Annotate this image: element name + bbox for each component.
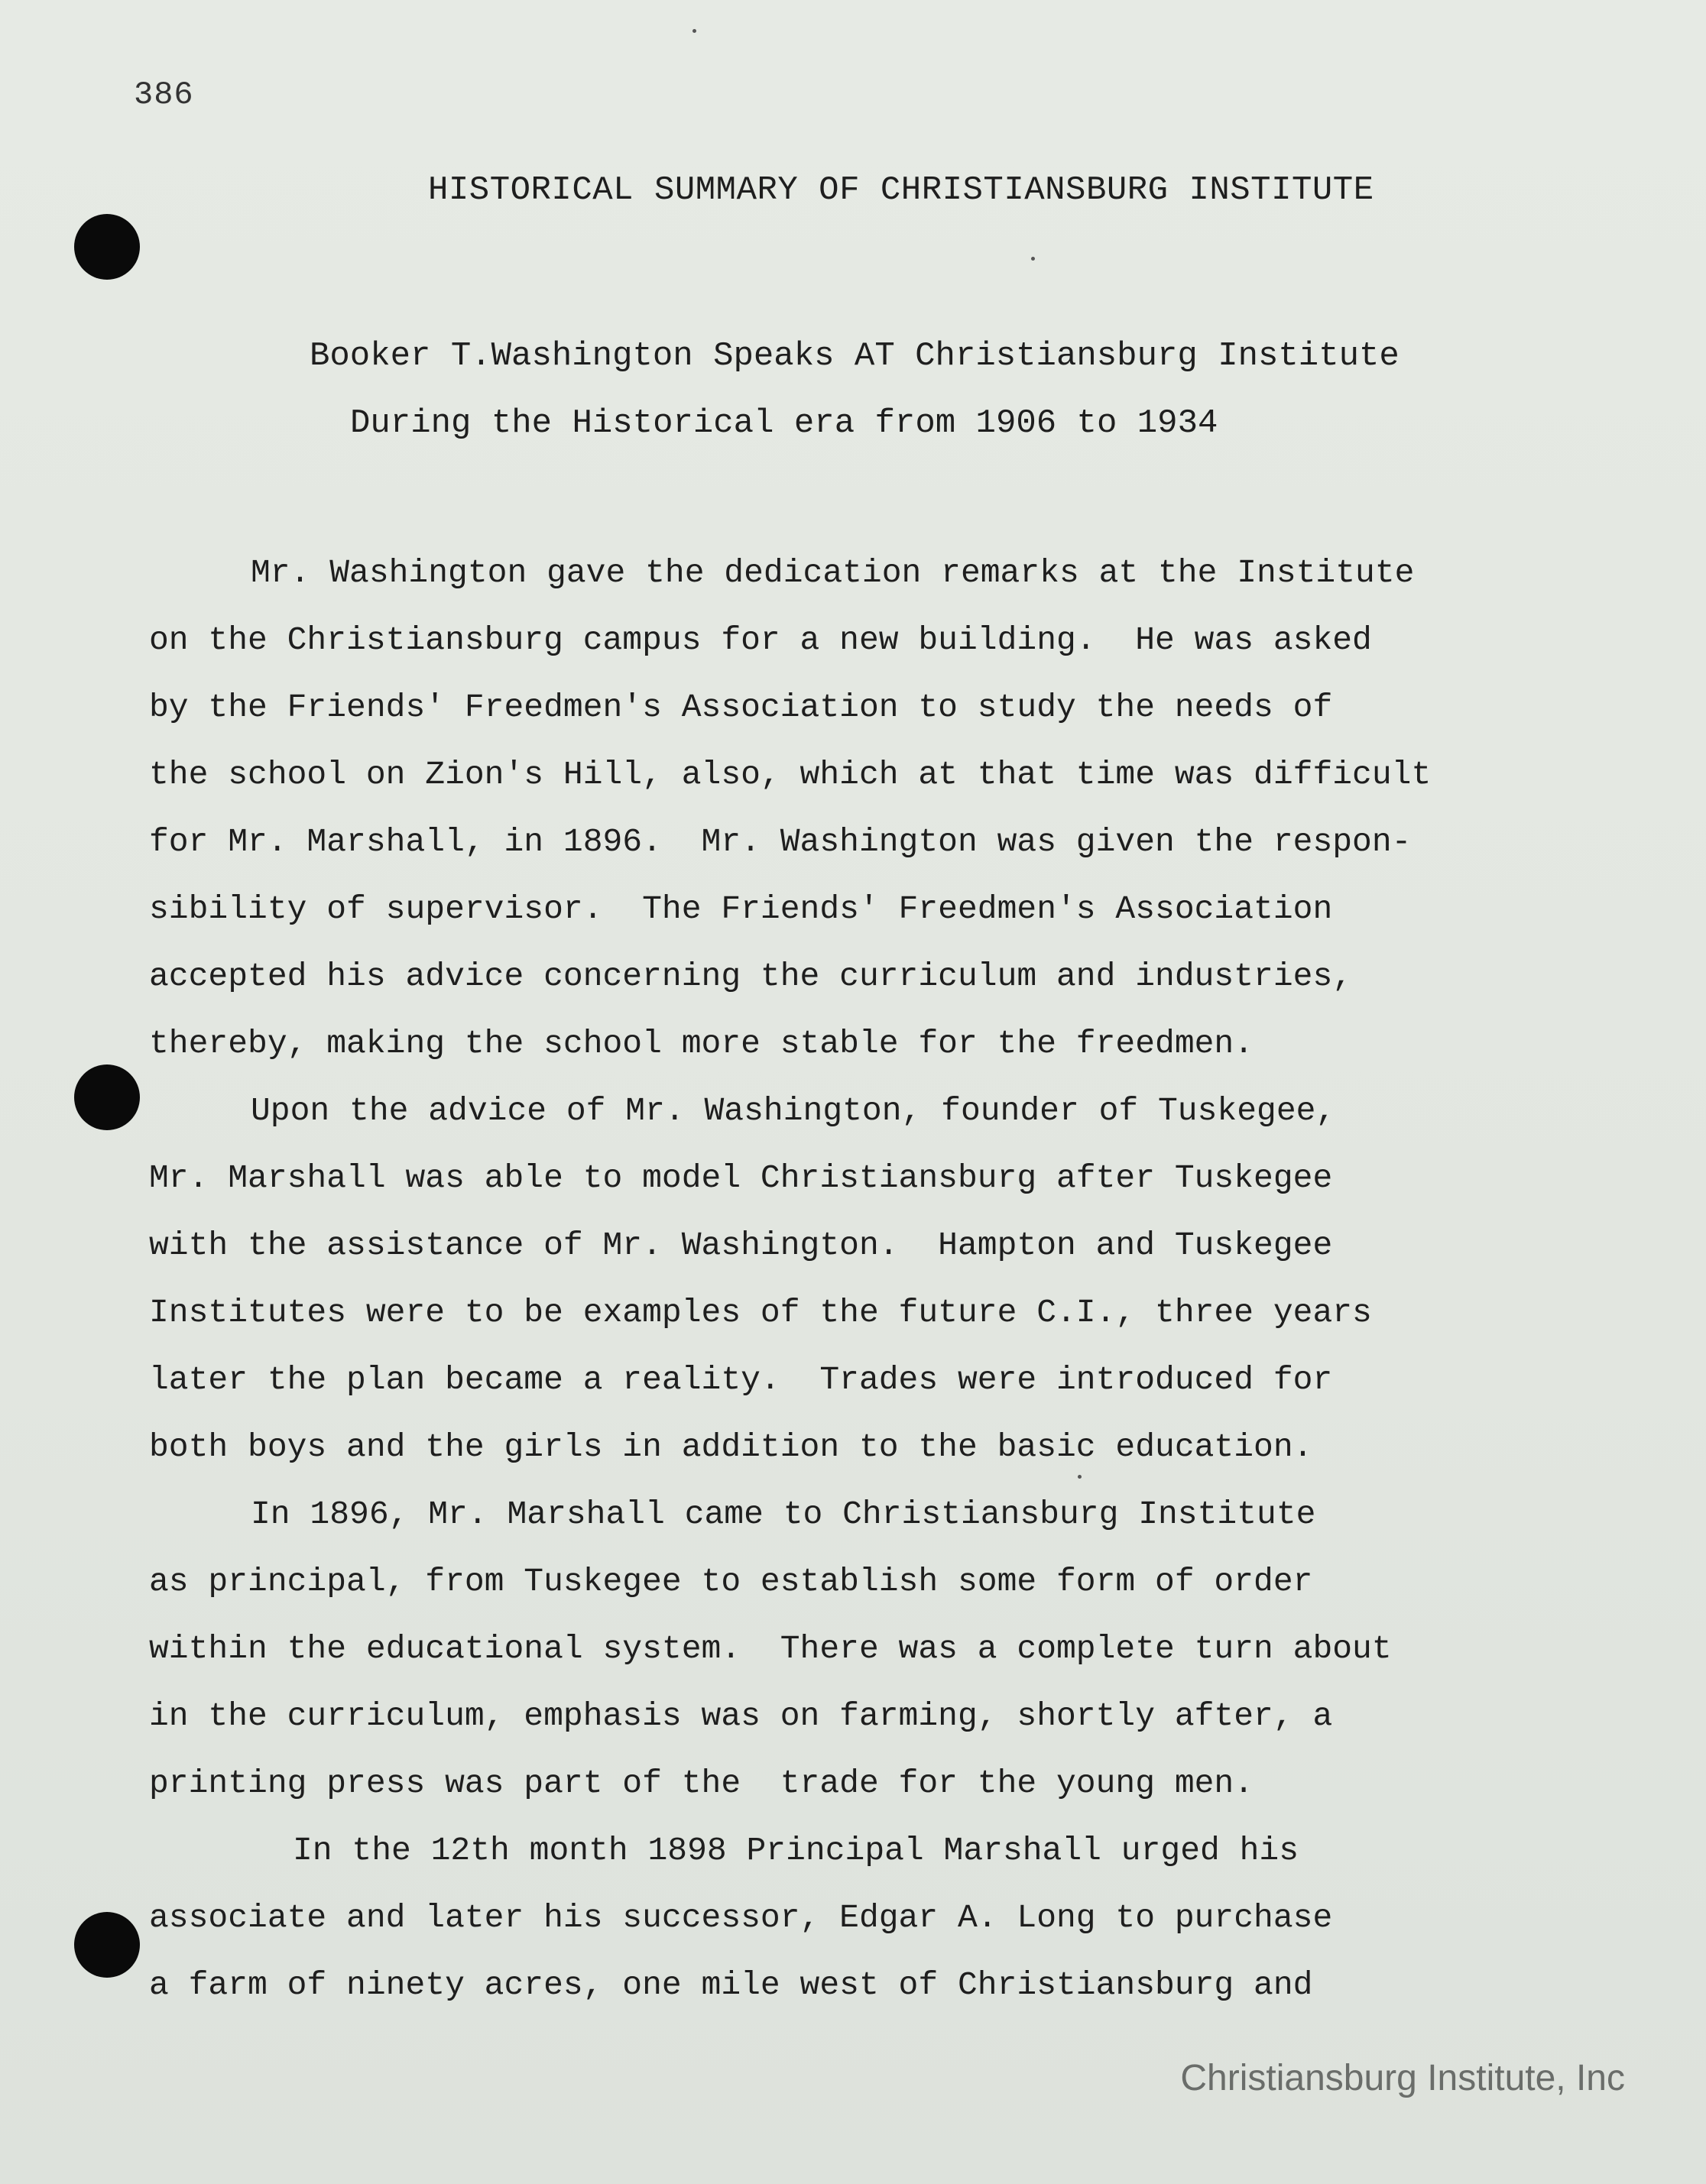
text-line: In the 12th month 1898 Principal Marshall urged his (293, 1832, 1299, 1869)
text-line: in the curriculum, emphasis was on farming, shortly after, a (149, 1697, 1333, 1735)
text-line: Upon the advice of Mr. Washington, founder of Tuskegee, (251, 1092, 1336, 1129)
text-line: printing press was part of the trade for the young men. (149, 1764, 1254, 1802)
paper-speck (692, 29, 696, 33)
subtitle-line-2: During the Historical era from 1906 to 1934 (350, 404, 1218, 442)
text-line: within the educational system. There was a complete turn about (149, 1630, 1392, 1667)
text-line: Institutes were to be examples of the future C.I., three years (149, 1294, 1372, 1331)
body-text (149, 540, 1540, 2019)
punch-hole (74, 1064, 140, 1130)
punch-hole (74, 214, 140, 280)
text-line: sibility of supervisor. The Friends' Freedmen's Association (149, 890, 1333, 928)
text-line: both boys and the girls in addition to the basic education. (149, 1428, 1313, 1466)
text-line: later the plan became a reality. Trades were introduced for (149, 1361, 1333, 1398)
text-line: for Mr. Marshall, in 1896. Mr. Washington was given the respon- (149, 823, 1412, 860)
text-line: Mr. Marshall was able to model Christiansburg after Tuskegee (149, 1159, 1333, 1197)
document-title: HISTORICAL SUMMARY OF CHRISTIANSBURG INSTITUTE (428, 171, 1374, 209)
text-line: thereby, making the school more stable for the freedmen. (149, 1025, 1254, 1062)
paper-speck (1031, 257, 1035, 261)
text-line: associate and later his successor, Edgar A. Long to purchase (149, 1899, 1333, 1936)
text-line: with the assistance of Mr. Washington. Hampton and Tuskegee (149, 1226, 1333, 1264)
text-line: accepted his advice concerning the curriculum and industries, (149, 958, 1353, 995)
text-line: a farm of ninety acres, one mile west of Christiansburg and (149, 1966, 1313, 2004)
text-line: In 1896, Mr. Marshall came to Christiansburg Institute (251, 1495, 1316, 1533)
text-line: the school on Zion's Hill, also, which at that time was difficult (149, 756, 1432, 793)
text-line: as principal, from Tuskegee to establish some form of order (149, 1563, 1313, 1600)
page-number: 386 (134, 76, 194, 113)
subtitle-line-1: Booker T.Washington Speaks AT Christiansburg Institute (310, 337, 1400, 375)
watermark: Christiansburg Institute, Inc (1180, 2058, 1625, 2098)
text-line: by the Friends' Freedmen's Association to study the needs of (149, 689, 1333, 726)
punch-hole (74, 1912, 140, 1978)
text-line: on the Christiansburg campus for a new building. He was asked (149, 621, 1372, 659)
text-line: Mr. Washington gave the dedication remarks at the Institute (251, 554, 1415, 591)
